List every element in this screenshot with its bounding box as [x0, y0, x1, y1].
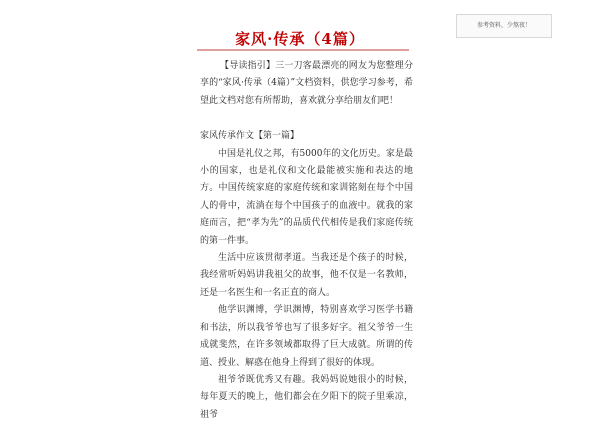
body-paragraph: 中国是礼仪之邦，有5000年的文化历史。家是最小的国家，也是礼仪和文化最能被实施和表达的地方。中国传统家庭的家庭传统和家训铭刻在每个中国人的骨中，流淌在每个中国孩子的血液中。就我的家庭而言，把“孝为先”的品质代代相传是我们家庭传统的第一件事。	[200, 148, 413, 246]
intro-paragraph: 【导读指引】三一刀客最漂亮的网友为您整理分享的“家风·传承（4篇）”文档资料，供您学习参考，希望此文档对您有所帮助，喜欢就分享给朋友们吧！	[200, 61, 413, 106]
body-paragraph: 他学识渊博，学识渊博，特别喜欢学习医学书籍和书法，所以我爷爷也写了很多好字。祖父爷爷一生成就斐然，在许多领域都取得了巨大成就。所谓的传道、授业、解惑在他身上得到了很好的体现。	[200, 305, 413, 368]
header-stamp: 参考资料，少熬夜！	[456, 14, 552, 38]
body-paragraph: 生活中应该贯彻孝道。当我还是个孩子的时候，我经常听妈妈讲我祖父的故事，他不仅是一名教师，还是一名医生和一名正直的商人。	[200, 253, 413, 298]
document-title: 家风·传承（4篇）	[235, 30, 365, 48]
section-heading: 家风传承作文【第一篇】	[200, 131, 300, 142]
document-body	[200, 58, 413, 424]
title-divider	[197, 49, 409, 51]
body-paragraph: 祖爷爷既优秀又有趣。我妈妈说她很小的时候，每年夏天的晚上，他们都会在夕阳下的院子里乘凉，祖爷	[200, 374, 413, 420]
